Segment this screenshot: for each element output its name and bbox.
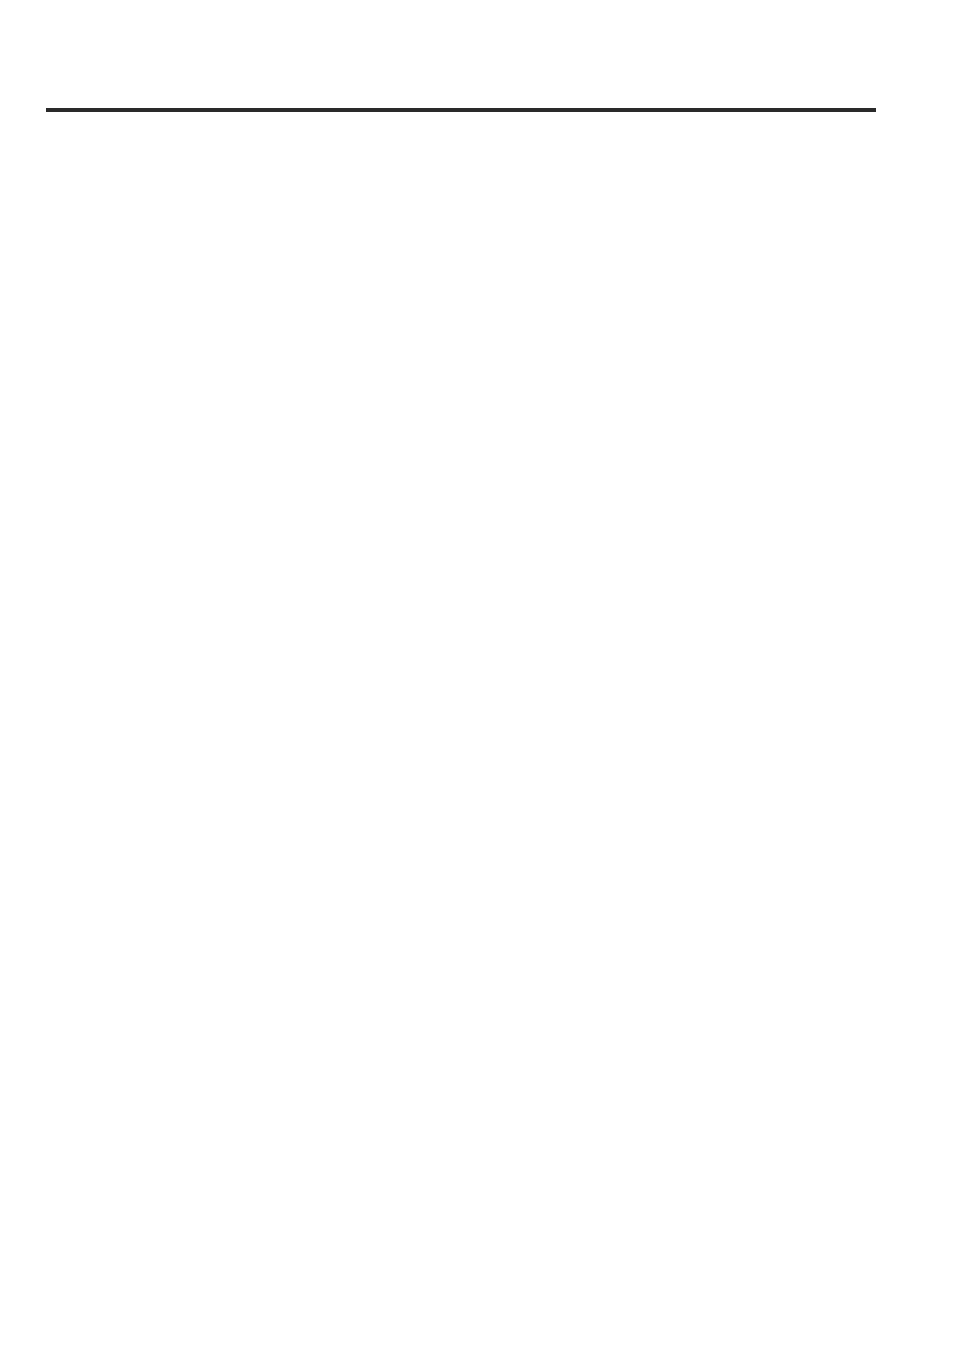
title-rule	[46, 108, 876, 112]
